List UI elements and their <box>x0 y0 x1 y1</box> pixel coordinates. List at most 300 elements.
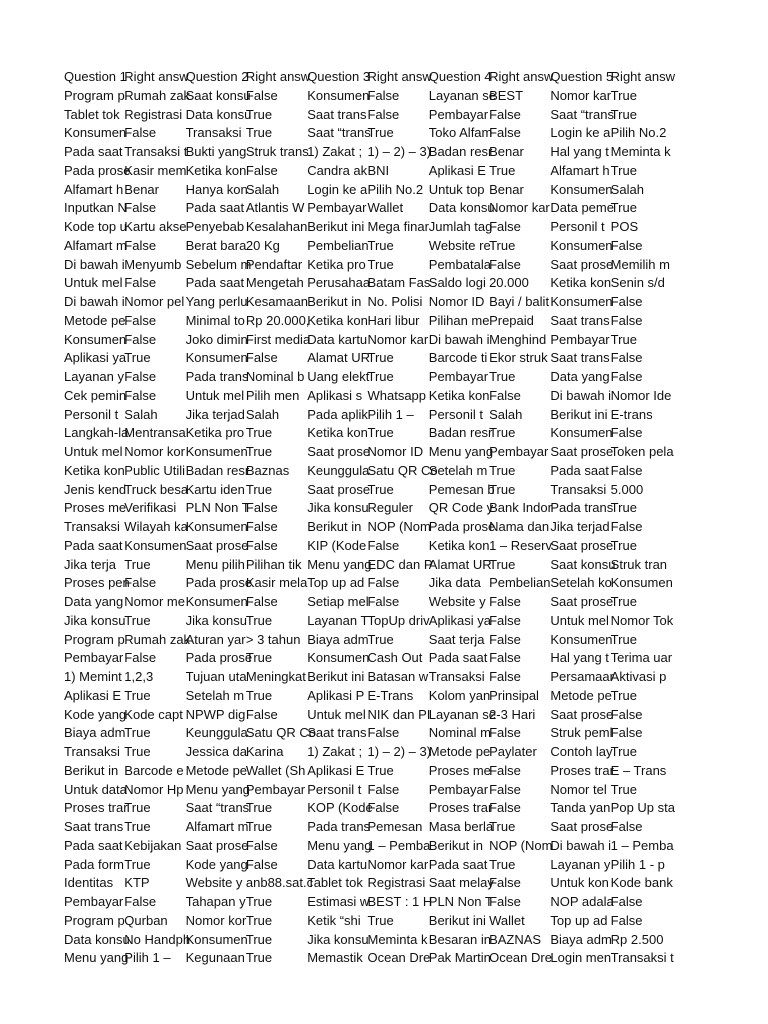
table-row <box>64 931 672 950</box>
table-cell: Paylater <box>489 744 537 759</box>
table-cell: Memastik <box>307 950 363 966</box>
table-cell: Kasir mela <box>245 575 308 591</box>
table-cell: True <box>245 612 273 628</box>
table-cell: Biaya adm <box>550 931 612 947</box>
table-cell: Langkah-la <box>64 425 129 441</box>
table-cell: Kolom yan <box>428 687 491 703</box>
table-cell: False <box>245 706 278 722</box>
table-cell: True <box>489 162 516 178</box>
table-cell: Kartu iden <box>185 481 245 497</box>
table-cell: Hal yang t <box>550 650 609 666</box>
table-row <box>64 518 672 537</box>
table-cell: Nomor me <box>124 594 185 609</box>
table-cell: Menu yang <box>185 781 250 797</box>
table-cell: Pada saat <box>64 537 123 553</box>
table-cell: Kasir mem <box>124 162 187 178</box>
table-cell: Nama dan <box>489 519 550 534</box>
table-row <box>64 331 672 350</box>
table-cell: Saat prose <box>185 537 249 553</box>
table-cell: Meminta k <box>367 931 428 947</box>
table-cell: False <box>124 575 157 591</box>
table-cell: Website y <box>428 594 486 609</box>
table-cell: Tablet tok <box>64 106 120 122</box>
table-cell: Satu QR Co <box>245 725 316 741</box>
table-cell: E-Trans <box>367 687 414 703</box>
table-cell: Menu pilih <box>185 556 245 572</box>
table-cell: True <box>367 912 394 928</box>
table-cell: True <box>245 931 273 947</box>
table-cell: KTP <box>124 875 150 891</box>
table-cell: Kode yang <box>185 856 248 872</box>
table-cell: Konsumen <box>185 444 248 459</box>
table-cell: True <box>367 762 394 778</box>
table-cell: Menghind <box>489 331 547 347</box>
table-cell: False <box>124 237 157 253</box>
table-cell: QR Code y <box>428 500 494 516</box>
table-cell: NOP (Nom <box>367 519 431 534</box>
table-cell: True <box>367 631 394 647</box>
table-cell: Pemesan <box>367 819 423 834</box>
table-cell: Hanya kon <box>185 181 248 197</box>
table-cell: 1,2,3 <box>124 669 154 684</box>
table-cell: False <box>367 106 400 122</box>
table-cell: Metode pe <box>185 762 248 778</box>
header-cell: Right answ <box>124 69 189 84</box>
table-cell: E – Trans <box>610 762 667 778</box>
table-cell: Pop Up sta <box>610 800 675 816</box>
table-cell: True <box>245 481 273 497</box>
table-cell: False <box>489 669 521 684</box>
table-cell: Jika terjad <box>550 519 610 534</box>
table-cell: Kesamaan <box>245 294 309 309</box>
table-cell: Estimasi w <box>307 894 370 909</box>
table-cell: Berikut ini <box>307 669 365 684</box>
table-cell: Nomor ID <box>428 294 485 309</box>
table-cell: Top up ad <box>550 912 608 928</box>
table-cell: False <box>367 725 400 741</box>
table-cell: False <box>610 725 643 741</box>
table-cell: Website re <box>428 237 491 253</box>
table-cell: anb88.sat.c <box>245 875 314 891</box>
table-cell: False <box>489 125 521 141</box>
table-cell: False <box>367 594 400 609</box>
table-cell: Pembayar <box>64 650 124 666</box>
table-row <box>64 856 672 875</box>
table-cell: Verifikasi <box>124 500 177 516</box>
table-cell: Ekor struk <box>489 350 548 366</box>
table-row <box>64 481 672 500</box>
table-cell: Pada trans <box>550 500 614 516</box>
table-cell: Badan resr <box>428 144 493 159</box>
table-cell: No. Polisi <box>367 294 423 309</box>
table-cell: False <box>489 894 521 909</box>
table-cell: Layanan T <box>307 612 369 628</box>
table-cell: 1) Zakat ; <box>307 144 363 159</box>
table-cell: True <box>245 444 273 459</box>
table-cell: Pada aplik <box>307 406 368 422</box>
header-row <box>64 68 672 87</box>
table-cell: Pilih 1 – <box>367 406 414 422</box>
table-cell: Pembayar <box>428 106 489 122</box>
table-cell: Saat prose <box>185 837 249 853</box>
table-row <box>64 556 672 575</box>
table-cell: Biaya adm <box>64 725 126 741</box>
table-cell: Di bawah i <box>428 331 490 347</box>
table-cell: Pada prose <box>428 519 496 534</box>
header-cell: Right answ <box>367 69 432 84</box>
table-cell: Berikut in <box>428 837 483 853</box>
table-cell: True <box>489 819 516 834</box>
table-cell: False <box>489 594 521 609</box>
table-cell: Cash Out <box>367 650 423 666</box>
table-cell: EDC dan P <box>367 556 433 572</box>
table-cell: Berikut ini <box>550 406 608 422</box>
table-cell: Tahapan y <box>185 894 246 909</box>
table-row <box>64 743 672 762</box>
table-cell: False <box>245 500 278 516</box>
table-cell: Saat trans <box>307 725 367 741</box>
table-cell: Kartu akse <box>124 219 187 234</box>
table-cell: PLN Non T <box>185 500 250 516</box>
table-cell: Ketika pro <box>185 425 245 441</box>
table-cell: Di bawah i <box>64 294 125 309</box>
table-cell: Proses me <box>64 500 127 516</box>
table-cell: Besaran in <box>428 931 491 947</box>
table-cell: Perusahaa <box>307 275 371 291</box>
table-cell: Konsumen <box>307 650 370 666</box>
table-cell: Badan resr <box>428 425 493 441</box>
table-row <box>64 274 672 293</box>
table-cell: Ketik “shi <box>307 912 361 928</box>
table-cell: Truck besa <box>124 481 189 497</box>
table-cell: Yang perlu <box>185 294 248 309</box>
table-cell: Nomor kar <box>367 856 429 872</box>
table-cell: Alfamart h <box>64 181 124 197</box>
table-cell: Data konsu <box>185 106 252 122</box>
table-cell: Kode bank <box>610 875 673 891</box>
table-cell: Konsumen <box>185 931 248 947</box>
table-cell: Menu yang <box>428 444 494 459</box>
table-cell: Nomor Hp <box>124 781 184 797</box>
table-cell: Aturan yar <box>185 631 246 647</box>
table-row <box>64 87 672 106</box>
table-cell: Tanda yan <box>550 800 611 816</box>
table-row <box>64 893 672 912</box>
answer-table <box>64 68 675 968</box>
table-row <box>64 106 672 125</box>
header-cell: Question 3 <box>307 69 371 84</box>
table-cell: PLN Non T <box>428 894 493 909</box>
table-cell: Keunggula <box>307 462 370 478</box>
table-cell: Saat prose <box>550 537 614 553</box>
table-cell: Alfamart m <box>64 237 127 253</box>
table-cell: Alfamart m <box>185 819 249 834</box>
table-cell: NIK dan PI <box>367 706 431 722</box>
table-cell: Benar <box>489 144 524 159</box>
table-cell: True <box>610 687 637 703</box>
table-cell: False <box>245 87 278 103</box>
table-cell: Menyumb <box>124 256 182 272</box>
table-row <box>64 406 672 425</box>
table-cell: Login men <box>550 950 612 966</box>
table-cell: False <box>245 856 278 872</box>
table-cell: Pilih 1 – <box>124 950 171 966</box>
table-cell: > 3 tahun <box>245 631 301 647</box>
table-cell: False <box>610 519 643 534</box>
table-cell: Saat prose <box>307 444 371 459</box>
table-cell: False <box>610 294 643 309</box>
table-cell: Jumlah tag <box>428 219 493 234</box>
table-cell: Alfamart h <box>550 162 610 178</box>
table-cell: Rp 20.000, <box>245 312 310 328</box>
table-cell: Ketika kon <box>185 162 247 178</box>
table-cell: Untuk mel <box>64 444 123 459</box>
table-row <box>64 574 672 593</box>
table-cell: True <box>610 744 637 759</box>
table-cell: Alamat UR <box>307 350 371 366</box>
table-cell: Pada saat <box>185 200 245 216</box>
table-cell: Kesalahan <box>245 219 308 234</box>
table-cell: Bayi / balit <box>489 294 550 309</box>
table-cell: True <box>367 425 394 441</box>
table-cell: Konsumen <box>550 425 613 441</box>
table-cell: Proses me <box>428 762 491 778</box>
table-cell: Ketika kon <box>64 462 125 478</box>
table-cell: Struk tran <box>610 556 668 572</box>
table-cell: Personil t <box>64 406 119 422</box>
table-row <box>64 424 672 443</box>
table-cell: Data konsu <box>428 200 495 216</box>
table-row <box>64 612 672 631</box>
table-cell: Menu yang <box>64 950 129 966</box>
table-cell: Ketika pro <box>307 256 366 272</box>
table-cell: Saat konsu <box>185 87 251 103</box>
table-cell: Rp 2.500 <box>610 931 664 947</box>
table-cell: Whatsapp <box>367 387 427 403</box>
table-cell: Saat melay <box>428 875 494 891</box>
table-cell: Konsumen <box>185 350 248 366</box>
table-cell: Berikut ini <box>307 219 365 234</box>
table-cell: False <box>610 350 643 366</box>
table-cell: Nominal b <box>245 369 305 384</box>
table-cell: False <box>489 612 521 628</box>
table-cell: Terima uar <box>610 650 673 666</box>
table-cell: Pembatala <box>428 256 491 272</box>
table-cell: No Handph <box>124 931 191 947</box>
table-cell: False <box>489 781 521 797</box>
table-cell: Pada trans <box>185 369 249 384</box>
table-cell: 20.000 <box>489 275 529 291</box>
table-cell: Transaksi <box>64 519 120 534</box>
table-cell: Ocean Dre <box>489 950 552 966</box>
table-cell: True <box>367 350 394 366</box>
table-cell: Salah <box>245 181 280 197</box>
table-cell: Konsumen <box>64 125 127 141</box>
table-cell: False <box>124 125 157 141</box>
table-cell: 5.000 <box>610 481 644 497</box>
table-cell: Transaksi <box>428 669 485 684</box>
table-cell: Registrasi <box>367 875 426 891</box>
table-cell: Cek pemin <box>64 387 127 403</box>
table-cell: True <box>610 781 637 797</box>
table-cell: Salah <box>489 406 523 422</box>
table-cell: Identitas <box>64 875 114 891</box>
table-cell: Layanan se <box>428 706 497 722</box>
table-row <box>64 537 672 556</box>
table-cell: Nomor Ide <box>610 387 672 403</box>
table-row <box>64 237 672 256</box>
table-cell: Nomor kor <box>185 912 247 928</box>
header-cell: Right answ <box>245 69 311 84</box>
table-cell: Hari libur <box>367 312 420 328</box>
table-row <box>64 799 672 818</box>
table-cell: True <box>489 237 516 253</box>
table-cell: POS <box>610 219 639 234</box>
table-cell: Menu yang <box>307 837 372 853</box>
table-cell: Jika konsu <box>64 612 126 628</box>
table-cell: True <box>245 106 273 122</box>
table-cell: Wallet <box>489 912 525 928</box>
table-cell: Persamaar <box>550 669 614 684</box>
table-cell: Pilih 1 - p <box>610 856 665 872</box>
table-cell: False <box>367 87 400 103</box>
table-cell: Pembelian <box>307 237 369 253</box>
table-cell: Jika terjad <box>185 406 245 422</box>
table-cell: Pembelian <box>489 575 551 591</box>
table-cell: Hal yang t <box>550 144 609 159</box>
table-cell: KIP (Kode <box>307 537 367 553</box>
table-cell: Pilih men <box>245 387 300 403</box>
table-cell: 1 – Reserv <box>489 537 552 553</box>
table-row <box>64 443 672 462</box>
table-cell: False <box>489 106 521 122</box>
table-row <box>64 387 672 406</box>
table-row <box>64 181 672 200</box>
table-cell: Toko Alfam <box>428 125 493 141</box>
header-cell: Right answ <box>489 69 554 84</box>
table-cell: Layanan se <box>428 87 497 103</box>
table-row <box>64 762 672 781</box>
table-cell: KOP (Kode <box>307 800 373 816</box>
table-cell: Penyebab <box>185 219 245 234</box>
table-cell: Login ke a <box>307 181 368 197</box>
table-cell: False <box>489 387 521 403</box>
table-cell: True <box>245 650 273 666</box>
table-cell: Saat trans <box>550 312 610 328</box>
table-cell: True <box>124 612 151 628</box>
table-cell: Reguler <box>367 500 414 516</box>
table-cell: Masa berla <box>428 819 494 834</box>
table-cell: False <box>124 369 157 384</box>
table-cell: Pemesan b <box>428 481 495 497</box>
table-cell: Konsumen <box>185 519 248 534</box>
table-cell: Konsumen <box>550 631 613 647</box>
table-cell: Struk trans <box>245 144 309 159</box>
table-cell: Berikut in <box>64 762 119 778</box>
table-cell: Ketika kon <box>428 537 490 553</box>
table-cell: Meminta k <box>610 144 671 159</box>
table-cell: Salah <box>610 181 644 197</box>
table-cell: Batasan w <box>367 669 429 684</box>
table-cell: Prepaid <box>489 312 534 328</box>
table-cell: Personil t <box>428 406 483 422</box>
table-cell: False <box>489 762 521 778</box>
table-cell: False <box>367 537 400 553</box>
table-cell: True <box>489 556 516 572</box>
table-cell: Personil t <box>550 219 605 234</box>
table-cell: True <box>367 256 394 272</box>
table-cell: Wallet (Sh <box>245 762 306 778</box>
header-cell: Right answ <box>610 69 675 84</box>
table-cell: Ketika kon <box>307 312 368 328</box>
table-cell: Pada prose <box>64 162 131 178</box>
table-cell: Metode pe <box>428 744 491 759</box>
table-cell: Pembayar <box>428 369 489 384</box>
table-row <box>64 818 672 837</box>
table-cell: 1) – 2) – 3) <box>367 144 432 159</box>
header-cell: Question 1 <box>64 69 127 84</box>
table-cell: Nomor Tok <box>610 612 674 628</box>
table-cell: Atlantis W <box>245 200 305 216</box>
table-cell: Data peme <box>550 200 614 216</box>
table-cell: Karina <box>245 744 284 759</box>
table-cell: Pada saat <box>550 462 609 478</box>
table-cell: Setelah m <box>428 462 488 478</box>
table-cell: True <box>124 687 151 703</box>
table-cell: Ocean Dre <box>367 950 431 966</box>
table-cell: False <box>124 312 157 328</box>
table-cell: Saat terja <box>428 631 485 647</box>
table-row <box>64 218 672 237</box>
table-cell: Jika terja <box>64 556 117 572</box>
table-cell: True <box>245 950 273 966</box>
table-cell: Mengetah <box>245 275 304 291</box>
table-cell: Aplikasi E <box>428 162 486 178</box>
table-cell: Pilih No.2 <box>610 125 667 141</box>
table-cell: Data kartu <box>307 331 368 347</box>
table-cell: First media <box>245 331 311 347</box>
table-cell: Website y <box>185 875 243 891</box>
table-cell: False <box>367 781 400 797</box>
table-cell: True <box>245 912 273 928</box>
table-cell: True <box>367 237 394 253</box>
table-cell: Alamat UR <box>428 556 492 572</box>
table-cell: Token pela <box>610 444 674 459</box>
table-row <box>64 368 672 387</box>
table-cell: False <box>124 331 157 347</box>
table-cell: Di bawah i <box>64 256 125 272</box>
table-cell: Baznas <box>245 462 290 478</box>
table-cell: False <box>610 369 643 384</box>
table-cell: Kode top u <box>64 219 127 234</box>
table-cell: Uang elekt <box>307 369 370 384</box>
table-cell: Program p <box>64 631 125 647</box>
table-cell: False <box>489 219 521 234</box>
header-cell: Question 4 <box>428 69 492 84</box>
table-row <box>64 199 672 218</box>
table-cell: NOP (Nom <box>489 837 553 853</box>
table-cell: True <box>610 87 637 103</box>
table-cell: Jika konsu <box>307 500 369 516</box>
table-cell: Proses trar <box>550 762 614 778</box>
table-cell: Konsumen <box>185 594 248 609</box>
table-cell: Keunggula <box>185 725 248 741</box>
table-cell: True <box>610 537 637 553</box>
table-row <box>64 781 672 800</box>
table-cell: False <box>124 894 157 909</box>
table-cell: Untuk mel <box>64 275 123 291</box>
table-cell: 1 – Pemba <box>367 837 431 853</box>
